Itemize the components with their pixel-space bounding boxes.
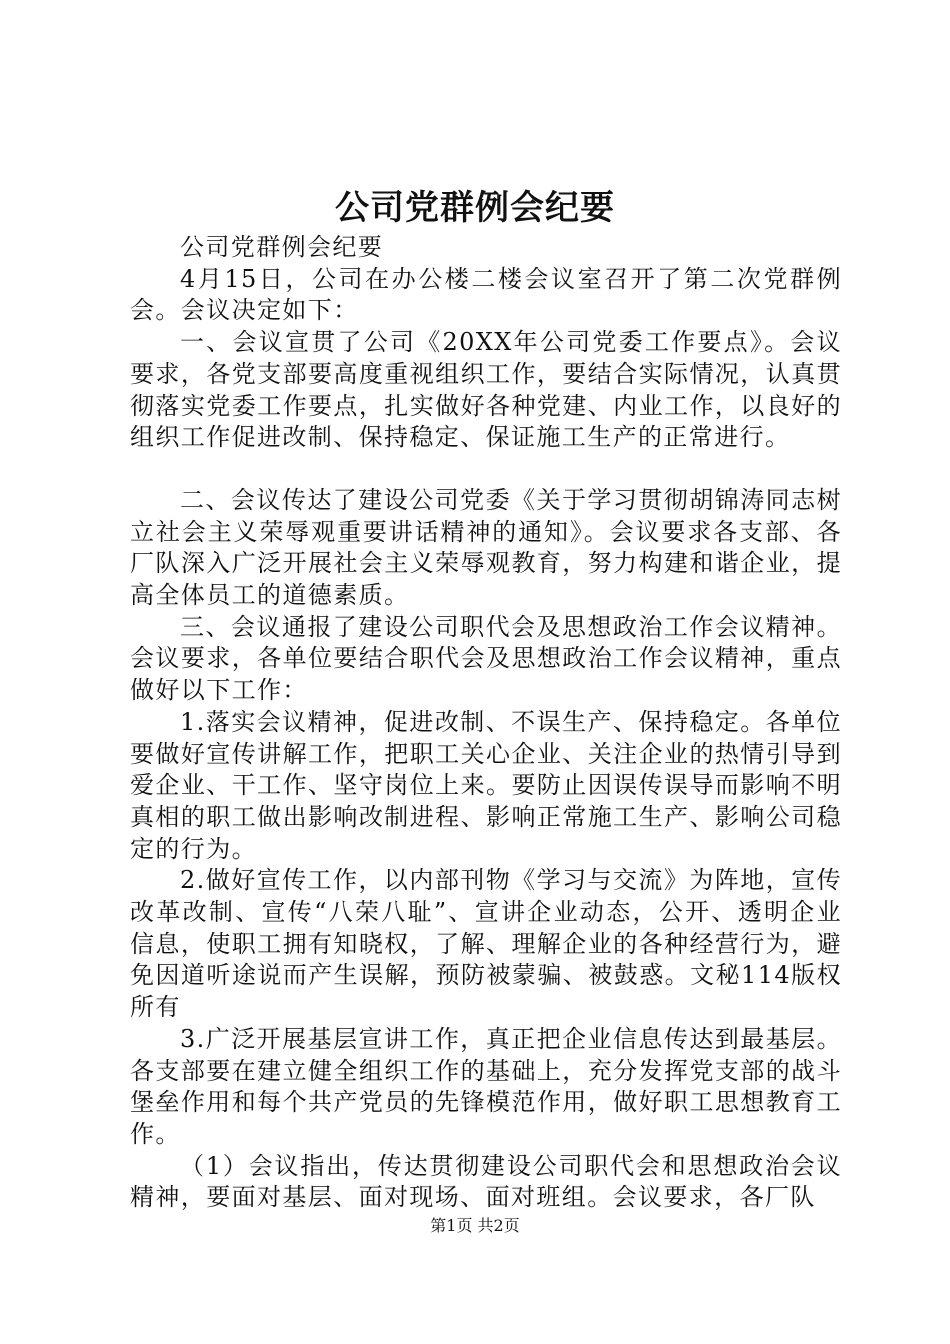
paragraph-subitem-3: 3.广泛开展基层宣讲工作，真正把企业信息传达到最基层。各支部要在建立健全组织工作的基础上，充分发挥党支部的战斗堡垒作用和每个共产党员的先锋模范作用，做好职工思想教育工作。: [130, 1024, 842, 1148]
paragraph-item-1: 一、会议宣贯了公司《20XX年公司党委工作要点》。会议要求，各党支部要高度重视组织工作，要结合实际情况，认真贯彻落实党委工作要点，扎实做好各种党建、内业工作，以良好的组织工作促进改制、保持稳定、保证施工生产的正常进行。: [130, 328, 842, 452]
document-title: 公司党群例会纪要: [335, 188, 615, 228]
paragraph-item-2: 二、会议传达了建设公司党委《关于学习贯彻胡锦涛同志树立社会主义荣辱观重要讲话精神的通知》。会议要求各支部、各厂队深入广泛开展社会主义荣辱观教育，努力构建和谐企业，提高全体员工的道德素质。: [130, 485, 842, 610]
paragraph-subitem-3-1: （1）会议指出，传达贯彻建设公司职代会和思想政治会议精神，要面对基层、面对现场、面对班组。会议要求，各厂队: [130, 1151, 842, 1212]
paragraph-subitem-1: 1.落实会议精神，促进改制、不误生产、保持稳定。各单位要做好宣传讲解工作，把职工关心企业、关注企业的热情引导到爱企业、干工作、坚守岗位上来。要防止因误传误导而影响不明真相的职工做出影响改制进程、影响正常施工生产、影响公司稳定的行为。: [130, 707, 842, 863]
paragraph-subitem-2: 2.做好宣传工作，以内部刊物《学习与交流》为阵地，宣传改革改制、宣传“八荣八耻”、宣讲企业动态，公开、透明企业信息，使职工拥有知晓权，了解、理解企业的各种经营行为，避免因道听途说而产生误解，预防被蒙骗、被鼓惑。文秘114版权所有: [130, 866, 842, 1022]
document-body: [130, 232, 842, 1214]
paragraph-heading-repeat: 公司党群例会纪要: [180, 233, 384, 261]
page-number-footer: 第1页 共2页: [430, 1216, 520, 1235]
paragraph-intro: 4月15日，公司在办公楼二楼会议室召开了第二次党群例会。会议决定如下：: [130, 264, 842, 325]
paragraph-item-3: 三、会议通报了建设公司职代会及思想政治工作会议精神。会议要求，各单位要结合职代会及思想政治工作会议精神，重点做好以下工作：: [130, 612, 842, 705]
